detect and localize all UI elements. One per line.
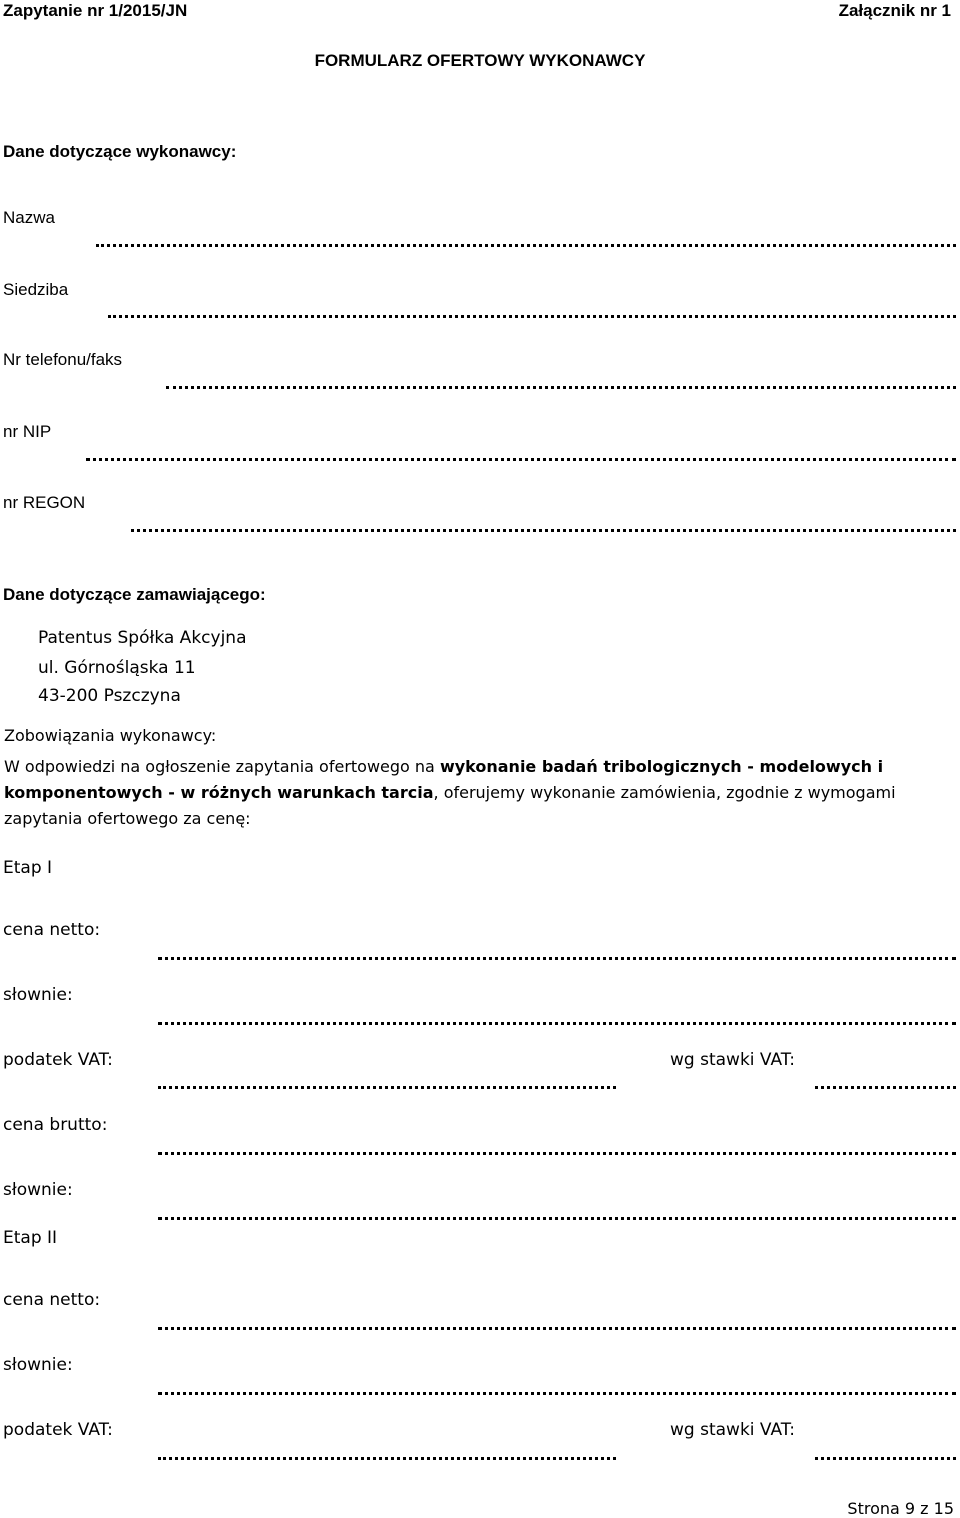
- stage-1-gross-input-line[interactable]: [158, 1152, 956, 1155]
- form-title: FORMULARZ OFERTOWY WYKONAWCY: [314, 51, 646, 70]
- stage-1-net-input-line[interactable]: [158, 957, 956, 960]
- name-label: Nazwa: [3, 208, 55, 227]
- inquiry-number: Zapytanie nr 1/2015/JN: [3, 1, 188, 20]
- buyer-heading: Dane dotyczące zamawiającego:: [3, 585, 266, 604]
- obligations-paragraph: [4, 754, 956, 832]
- buyer-street: ul. Górnośląska 11: [38, 658, 196, 678]
- attachment-number: Załącznik nr 1: [838, 1, 951, 20]
- stage-2-vat-label: podatek VAT:: [3, 1420, 113, 1440]
- stage-2-words-input-line[interactable]: [158, 1392, 956, 1395]
- phone-fax-label: Nr telefonu/faks: [3, 350, 123, 369]
- stage-2-vat-rate-label: wg stawki VAT:: [670, 1420, 796, 1440]
- stage-2-vat-input-line[interactable]: [158, 1457, 616, 1460]
- nip-input-line[interactable]: [86, 458, 956, 461]
- stage-1-words-label: słownie:: [3, 985, 73, 1005]
- nip-label: nr NIP: [3, 422, 52, 441]
- stage-1-vat-rate-input-line[interactable]: [815, 1086, 956, 1089]
- stage-1-vat-rate-label: wg stawki VAT:: [670, 1050, 796, 1070]
- stage-1-vat-input-line[interactable]: [158, 1086, 616, 1089]
- stage-1-words-input-line[interactable]: [158, 1022, 956, 1025]
- regon-label: nr REGON: [3, 493, 86, 512]
- obligations-text-intro: W odpowiedzi na ogłoszenie zapytania ofertowego na: [4, 757, 440, 776]
- stage-2-net-input-line[interactable]: [158, 1327, 956, 1330]
- stage-1-gross-label: cena brutto:: [3, 1115, 108, 1135]
- stage-2-words-label: słownie:: [3, 1355, 73, 1375]
- stage-2-vat-rate-input-line[interactable]: [815, 1457, 956, 1460]
- name-input-line[interactable]: [96, 244, 956, 247]
- seat-input-line[interactable]: [108, 315, 956, 318]
- stage-1-title: Etap I: [3, 858, 53, 878]
- buyer-city: 43-200 Pszczyna: [38, 686, 181, 706]
- stage-1-net-label: cena netto:: [3, 920, 101, 940]
- contractor-heading: Dane dotyczące wykonawcy:: [3, 142, 237, 161]
- obligations-heading: Zobowiązania wykonawcy:: [4, 726, 217, 745]
- stage-2-net-label: cena netto:: [3, 1290, 101, 1310]
- obligations-text-bold: wykonanie badań tribologicznych - modelowych i komponentowych - w różnych warunkach tarcia: [4, 757, 884, 802]
- stage-2-title: Etap II: [3, 1228, 58, 1248]
- stage-1-gross-words-input-line[interactable]: [158, 1217, 956, 1220]
- phone-fax-input-line[interactable]: [166, 386, 956, 389]
- page-number: Strona 9 z 15: [847, 1499, 954, 1518]
- buyer-name: Patentus Spółka Akcyjna: [38, 628, 247, 648]
- seat-label: Siedziba: [3, 280, 69, 299]
- stage-1-vat-label: podatek VAT:: [3, 1050, 113, 1070]
- obligations-text-outro: , oferujemy wykonanie zamówienia, zgodnie z wymogami zapytania ofertowego za cenę:: [4, 783, 896, 828]
- stage-1-gross-words-label: słownie:: [3, 1180, 73, 1200]
- regon-input-line[interactable]: [131, 529, 956, 532]
